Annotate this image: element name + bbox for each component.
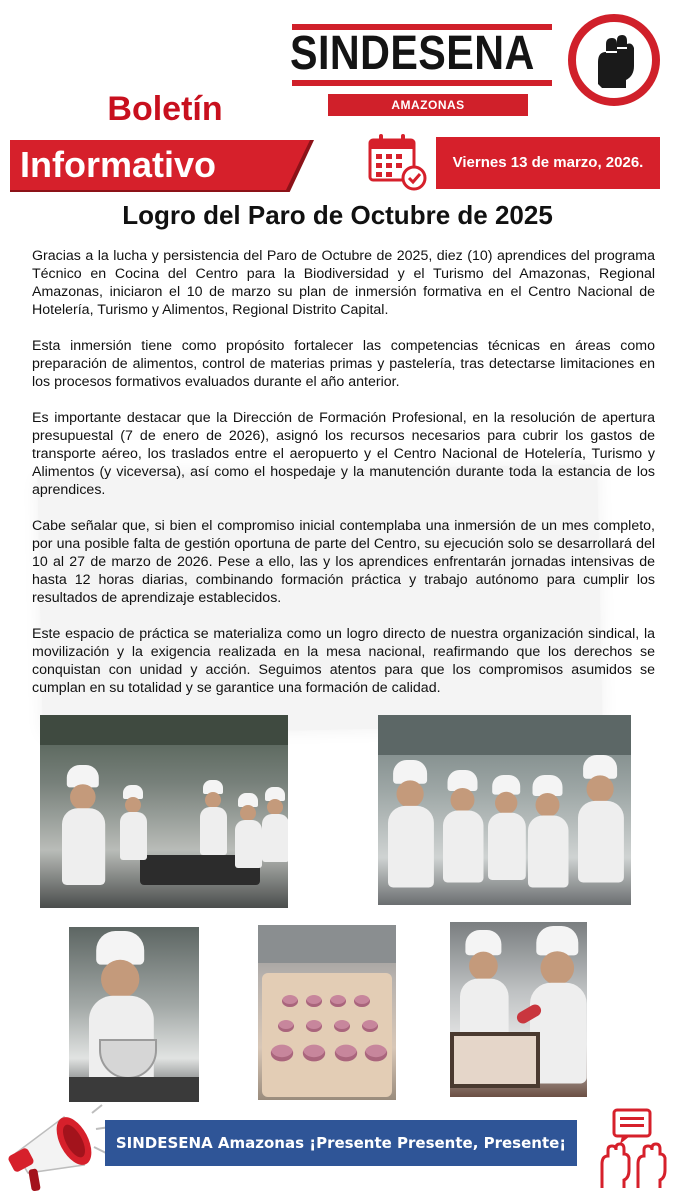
sindesena-logo [290, 14, 662, 114]
paragraph: Este espacio de práctica se materializa como un logro directo de nuestra organización sindical, la movilización y la exigencia realizada en la mesa nacional, reafirmando que los derechos se conquistan con unidad y acción. Seguimos atentos para que los compromisos asumidos se cumplan en su totalidad y se garantice una formación de calidad. [32, 626, 655, 696]
paragraph: Esta inmersión tiene como propósito fortalecer las competencias técnicas en áreas como preparación de alimentos, control de materias primas y pastelería, tras detectarse limitaciones en los procesos formativos evaluados durante el año anterior. [32, 338, 655, 390]
article-title: Logro del Paro de Octubre de 2025 [122, 200, 553, 230]
footer-slogan: SINDESENA Amazonas ¡Presente Presente, Presente¡ [105, 1120, 577, 1166]
article-body [32, 247, 655, 715]
photo-piping-bag [450, 922, 587, 1097]
paragraph: Gracias a la lucha y persistencia del Paro de Octubre de 2025, diez (10) aprendices del programa Técnico en Cocina del Centro para la Biodiversidad y el Turismo del Amazonas, Regional Amazonas, iniciaron el 10 de marzo su plan de inmersión formativa en el Centro Nacional de Hotelería, Turismo y Alimentos, Regional Distrito Capital. [32, 248, 655, 318]
photo-group-apprentices [378, 715, 631, 905]
logo-bottom-line [292, 80, 552, 86]
photo-kitchen-class [40, 715, 288, 908]
bulletin-subtitle: Informativo [20, 144, 217, 185]
logo-name: SINDESENA [290, 27, 535, 80]
photo-meringue-tray [258, 925, 396, 1100]
date-badge: Viernes 13 de marzo, 2026. [436, 137, 660, 189]
megaphone-icon [6, 1095, 116, 1195]
photo-mixing-bowl [69, 927, 199, 1102]
fist-icon [568, 14, 660, 106]
logo-region: AMAZONAS [328, 94, 528, 116]
bulletin-title: Boletín [107, 90, 223, 128]
calendar-icon [366, 132, 428, 192]
paragraph: Es importante destacar que la Dirección de Formación Profesional, en la resolución de apertura presupuestal (7 de enero de 2026), asignó los recursos necesarios para cubrir los gastos de transporte aéreo, los traslados entre el aeropuerto y el Centro Nacional de Hotelería, Turismo y Alimentos (y viceversa), así como el hospedaje y la manutención durante toda la estancia de los aprendices. [32, 410, 655, 498]
paragraph: Cabe señalar que, si bien el compromiso inicial contemplaba una inmersión de un mes completo, por una posible falta de gestión oportuna de parte del Centro, su ejecución solo se desarrollará del 10 al 27 de marzo de 2026. Pese a ello, las y los aprendices enfrentarán jornadas intensivas de hasta 12 horas diarias, combinando formación práctica y trabajo autónomo para cumplir los resultados de aprendizaje establecidos. [32, 518, 655, 606]
protest-icon [598, 1108, 672, 1190]
